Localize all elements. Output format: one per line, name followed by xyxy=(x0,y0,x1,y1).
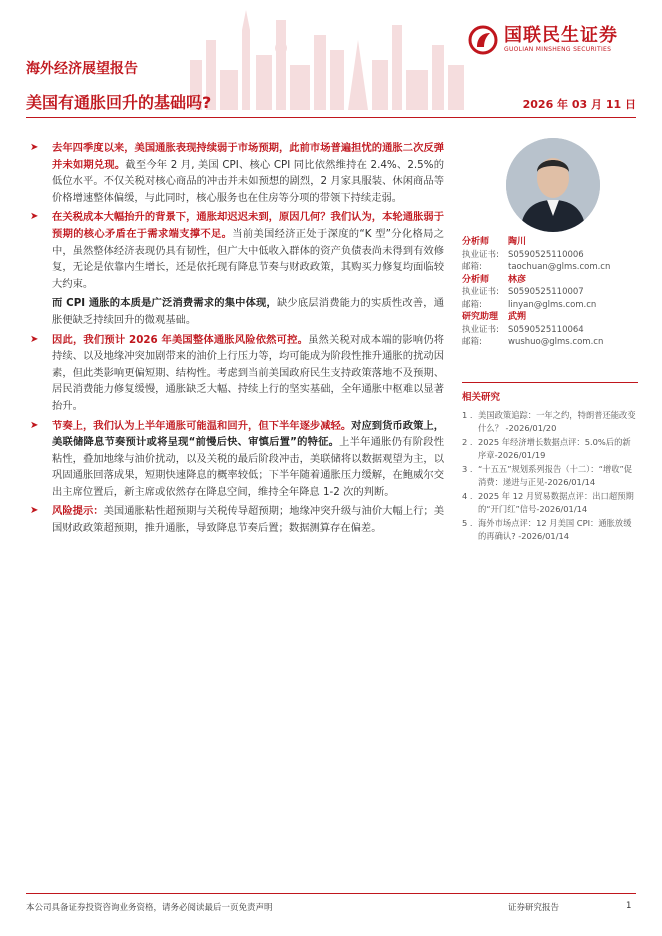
email-link[interactable]: linyan@glms.com.cn xyxy=(508,299,597,310)
cert-label: 执业证书: xyxy=(462,249,499,260)
bullet-arrow-icon: ➤ xyxy=(30,333,39,345)
paragraph-5-highlight: 节奏上，我们认为上半年通胀可能温和回升，但下半年逐步减轻。 xyxy=(52,419,352,432)
footer-disclaimer: 本公司具备证券投资咨询业务资格，请务必阅读最后一页免责声明 xyxy=(26,903,273,913)
analyst-1 xyxy=(462,236,638,274)
paragraph-5 xyxy=(26,418,444,501)
related-item[interactable] xyxy=(462,463,638,488)
paragraph-5-highlight-2: 对应到货币政策上，美联储降息节奏预计或将呈现“前慢后快、审慎后置”的特征。 xyxy=(52,419,444,449)
report-date: 2026 年 03 月 11 日 xyxy=(522,98,636,111)
analyst-name: 陶川 xyxy=(508,237,527,247)
bullet-arrow-icon: ➤ xyxy=(30,419,39,431)
bullet-arrow-icon: ➤ xyxy=(30,505,39,517)
related-research xyxy=(462,382,638,544)
related-divider xyxy=(462,382,638,383)
email-label: 邮箱: xyxy=(462,299,482,310)
main-content xyxy=(26,140,444,540)
paragraph-risk xyxy=(26,503,444,536)
related-item-text: 美国政策追踪：一年之约，特朗普还能改变什么？ -2026/01/20 xyxy=(478,410,636,433)
paragraph-2-text: 当前美国经济正处于深度的“K 型”分化格局之中，虽然整体经济表现仍具有韧性，但广大中低收入群体的资产负债表尚未得到有效修复，无论是依靠内生增长，还是依托现有降息节奏与财政政策，其购买力修复均面临较大约束。 xyxy=(52,227,444,290)
bullet-arrow-icon: ➤ xyxy=(30,142,39,153)
paragraph-1-text: 截至今年 2 月, 美国 CPI、核心 CPI 同比依然维持在 2.4%、2.5%的低位水平。不仅关税对核心商品的冲击并未如预想的剧烈，2 月家具服装、休闲商品等价格增速整体偏缓，与此同时，核心服务也在住房等分项的带领下持续走弱。 xyxy=(52,158,445,204)
related-item[interactable] xyxy=(462,490,638,515)
related-item-text: 2025 年 12 月贸易数据点评：出口超预期的“开门红”信号-2026/01/14 xyxy=(478,491,634,514)
email-label: 邮箱: xyxy=(462,262,482,272)
cert-label: 执业证书: xyxy=(462,287,499,297)
cert-number: S0590525110007 xyxy=(508,287,584,297)
paragraph-3-text: 缺少底层消费能力的实质性改善，通胀便缺乏持续回升的微观基础。 xyxy=(52,297,444,326)
analyst-role: 分析师 xyxy=(462,274,490,285)
related-item[interactable] xyxy=(462,409,638,434)
paragraph-4 xyxy=(26,332,444,415)
paragraph-2 xyxy=(26,209,444,292)
related-title: 相关研究 xyxy=(462,392,501,403)
logo-text-cn: 国联民生证券 xyxy=(504,25,618,46)
city-skyline-illustration xyxy=(180,0,480,110)
risk-text: 美国通胀粘性超预期与关税传导超预期；地缘冲突升级与油价大幅上行；美国财政政策超预期，推升通胀，导致降息节奏后置；数据测算存在偏差。 xyxy=(52,505,445,535)
paragraph-1-highlight: 去年四季度以来，美国通胀表现持续弱于市场预期，此前市场普遍担忧的通胀二次反弹并未如期兑现。 xyxy=(52,142,444,171)
cert-number: S0590525110064 xyxy=(508,324,584,335)
brand-logo xyxy=(468,20,618,60)
paragraph-2-highlight: 在关税成本大幅抬升的背景下，通胀却迟迟未到，原因几何？我们认为，本轮通胀弱于预期的核心矛盾在于需求端支撑不足。 xyxy=(52,211,444,240)
paragraph-3 xyxy=(26,295,444,328)
cert-number: S0590525110006 xyxy=(508,249,584,260)
footer-report-label: 证券研究报告 xyxy=(508,903,560,913)
paragraph-3-highlight: 而 CPI 通胀的本质是广泛消费需求的集中体现， xyxy=(52,297,277,310)
analyst-role: 研究助理 xyxy=(462,312,499,322)
analyst-role: 分析师 xyxy=(462,237,490,247)
logo-text-en: GUOLIAN MINSHENG SECURITIES xyxy=(504,46,612,53)
report-type: 海外经济展望报告 xyxy=(26,61,138,77)
analyst-list xyxy=(462,236,638,349)
analyst-portrait-icon xyxy=(506,138,600,232)
related-item-text: 2025 年经济增长数据点评：5.0%后的新序章-2026/01/19 xyxy=(478,437,631,460)
risk-label: 风险提示： xyxy=(52,505,104,518)
paragraph-4-highlight: 因此，我们预计 2026 年美国整体通胀风险依然可控。 xyxy=(52,333,309,346)
analyst-name: 武朔 xyxy=(508,312,527,322)
paragraph-1 xyxy=(26,140,444,206)
logo-mark-icon xyxy=(468,25,498,55)
related-item-number: 1 . xyxy=(462,410,473,420)
footer-divider xyxy=(26,893,636,894)
related-item[interactable] xyxy=(462,436,638,461)
page-number: 1 xyxy=(626,901,632,911)
cert-label: 执业证书: xyxy=(462,324,499,335)
related-item-number: 2 . xyxy=(462,437,473,447)
analyst-name: 林彦 xyxy=(508,274,527,285)
analyst-3 xyxy=(462,311,638,349)
analyst-photo xyxy=(506,138,600,232)
related-item[interactable] xyxy=(462,517,638,542)
paragraph-5-text: 上半年通胀仍有阶段性粘性，叠加地缘与油价扰动，以及关税的最后阶段冲击，美联储将以数据观望为主，以巩固通胀回落成果，短期快速降息的概率较低；下半年随着通胀压力缓解，在鲍威尔交出主席位置后，新主席或依然存在降息空间，维持全年降息 1-2 次的判断。 xyxy=(52,436,444,498)
analyst-2 xyxy=(462,274,638,312)
related-item-number: 5 . xyxy=(462,518,473,528)
email-link[interactable]: wushuo@glms.com.cn xyxy=(508,337,604,347)
related-item-number: 3 . xyxy=(462,464,473,474)
related-item-number: 4 . xyxy=(462,491,473,501)
report-title: 美国有通胀回升的基础吗? xyxy=(26,93,212,112)
email-label: 邮箱: xyxy=(462,337,482,347)
related-item-text: 海外市场点评：12 月美国 CPI：通胀放缓的再确认? -2026/01/14 xyxy=(478,518,632,541)
paragraph-4-text: 虽然关税对成本端的影响仍将持续、以及地缘冲突加剧带来的油价上行压力等，均可能成为阶段性推升通胀的扰动因素，但此类影响更偏短期、结构性。考虑到当前美国政府民生支持政策落地不及预期、居民消费能力修复缓慢，通胀缺乏大幅、持续上行的坚实基础，全年通胀中枢难以显著抬升。 xyxy=(52,333,445,412)
email-link[interactable]: taochuan@glms.com.cn xyxy=(508,262,611,272)
title-divider xyxy=(26,117,636,118)
bullet-arrow-icon: ➤ xyxy=(30,211,39,223)
related-item-text: “十五五”规划系列报告（十二）：“增收”促消费：递进与正见-2026/01/14 xyxy=(478,464,633,487)
